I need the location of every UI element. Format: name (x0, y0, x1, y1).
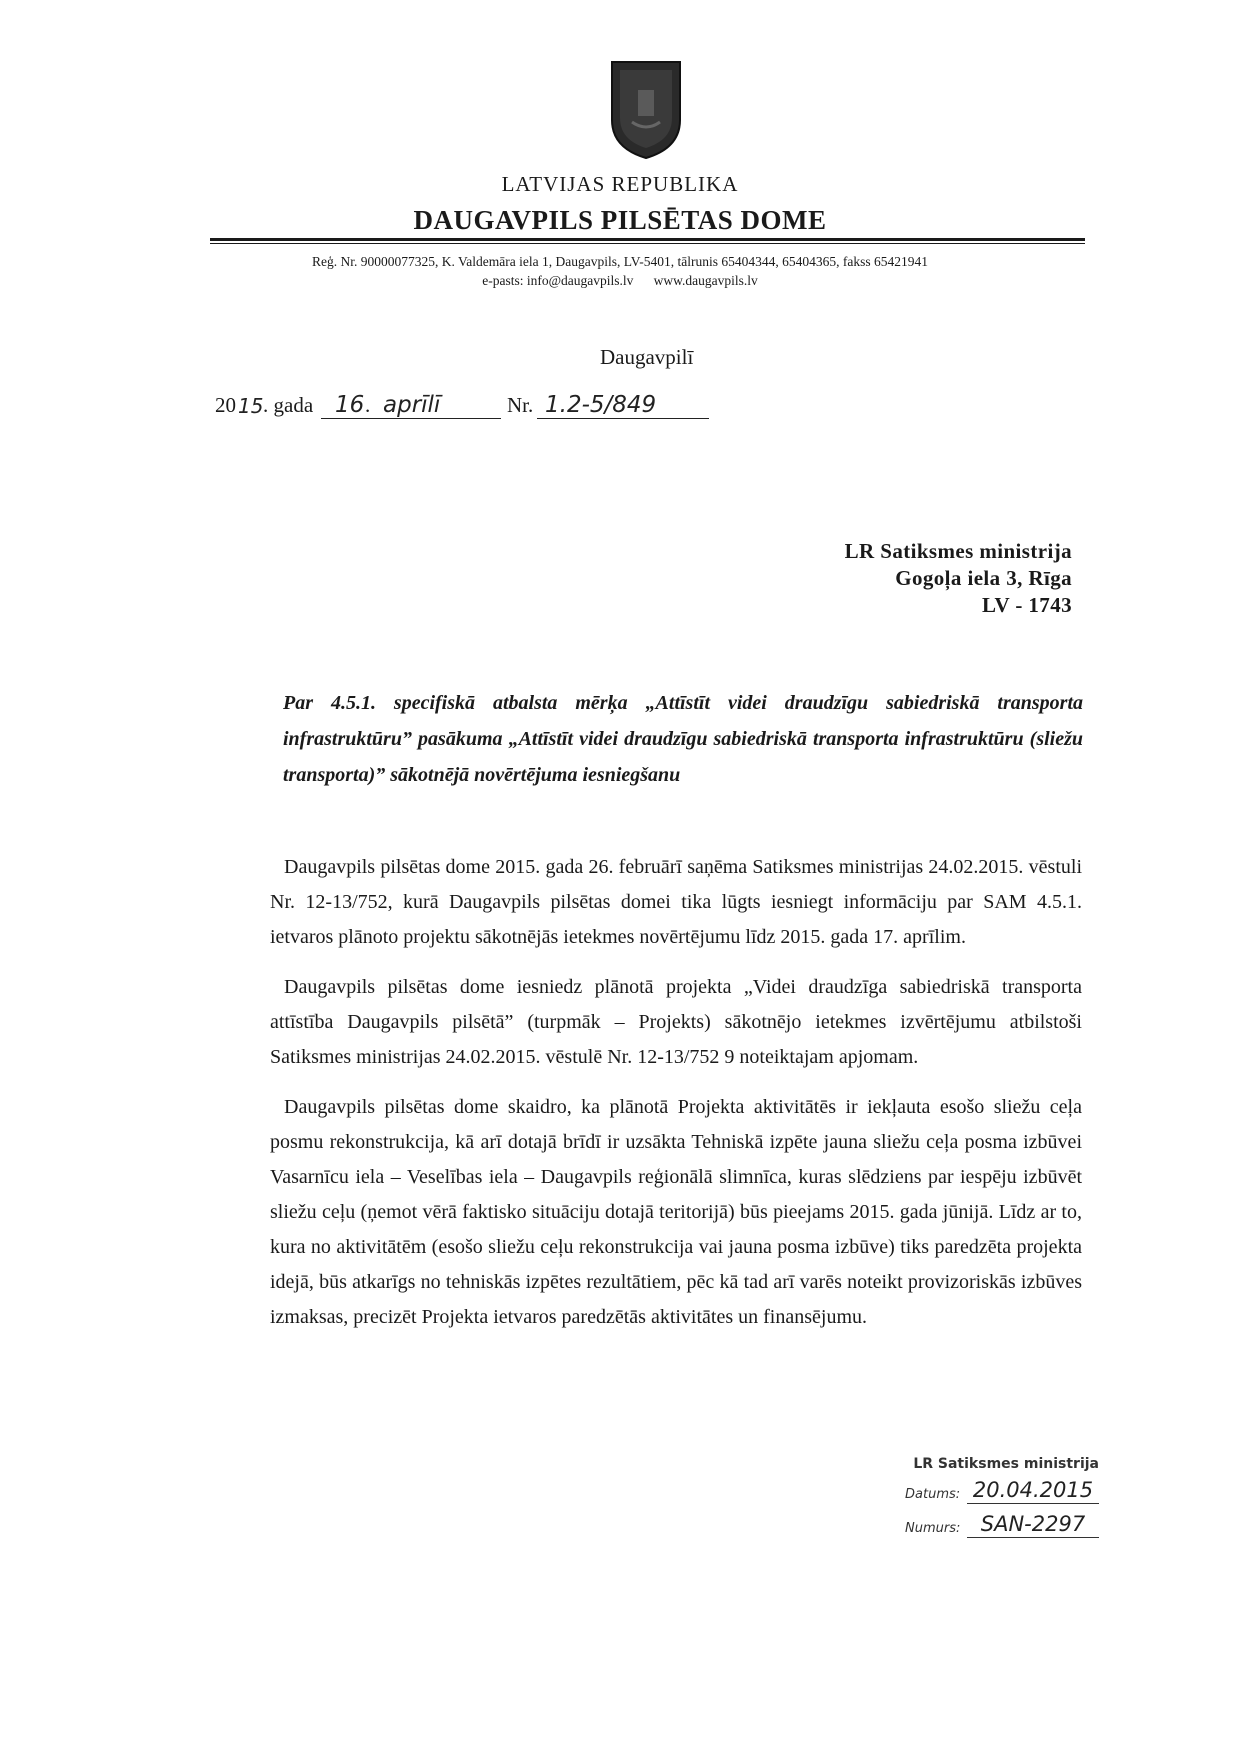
date-number-line (215, 392, 815, 422)
year-handwritten: 15 (238, 394, 264, 418)
addressee-block (845, 538, 1072, 619)
stamp-number-underline (967, 1537, 1099, 1538)
body-paragraph-2: Daugavpils pilsētas dome iesniedz plānotā projekta „Videi draudzīga sabiedriskā transporta attīstība Daugavpils pilsētā” (turpmāk – Projekts) sākotnējo ietekmes izvērtējumu atbilstoši Satiksmes ministrijas 24.02.2015. vēstulē Nr. 12-13/752 9 noteiktajam apjomam. (270, 976, 1082, 1068)
number-handwritten: 1.2-5/849 (545, 392, 657, 418)
day-handwritten: 16 (335, 392, 365, 418)
web-contacts (0, 271, 1240, 290)
stamp-number-row (905, 1510, 1105, 1540)
institution-heading: DAUGAVPILS PILSĒTAS DOME (413, 205, 827, 235)
letterhead-rule (210, 238, 1085, 241)
place-of-issue: Daugavpilī (600, 345, 694, 369)
gada-label: . gada (263, 393, 314, 417)
subject-line: Par 4.5.1. specifiskā atbalsta mērķa „Attīstīt videi draudzīgu sabiedriskā transporta infrastruktūru” pasākuma „Attīstīt videi draudzīgu sabiedriskā transporta infrastruktūru (sliežu transporta)” sākotnējā novērtējuma iesniegšanu (283, 692, 1083, 786)
stamp-title: LR Satiksmes ministrija (913, 1456, 1099, 1472)
month-handwritten: aprīlī (383, 392, 441, 418)
receipt-stamp (905, 1456, 1105, 1540)
republic-heading: LATVIJAS REPUBLIKA (501, 172, 739, 196)
registration-line: Reģ. Nr. 90000077325, K. Valdemāra iela 1, Daugavpils, LV-5401, tālrunis 65404344, 65404365, fakss 65421941 (312, 254, 928, 269)
email-line: e-pasts: info@daugavpils.lv (482, 273, 634, 288)
body-paragraph-3: Daugavpils pilsētas dome skaidro, ka plānotā Projekta aktivitātēs ir iekļauta esošo sliežu ceļa posmu rekonstrukcija, kā arī dotajā brīdī ir uzsākta Tehniskā izpēte jauna sliežu ceļa posma izbūvei Vasarnīcu iela – Veselības iela – Daugavpils reģionālā slimnīca, kuras slēdziens par iespēju izbūvēt sliežu ceļu (ņemot vērā faktisko situāciju dotajā teritorijā) būs pieejams 2015. gada jūnijā. Līdz ar to, kura no aktivitātēm (esošo sliežu ceļu rekonstrukcija vai jauna posma izbūve) tiks paredzēta projekta idejā, būs atkarīgs no tehniskās izpētes rezultātiem, pēc kā tad arī varēs noteikt provizoriskās izbūves izmaksas, precizēt Projekta ietvaros paredzētās aktivitātes un finansējumu. (270, 1096, 1082, 1328)
body-paragraph-1: Daugavpils pilsētas dome 2015. gada 26. februārī saņēma Satiksmes ministrijas 24.02.2015. vēstuli Nr. 12-13/752, kurā Daugavpils pilsētas domei tika lūgts iesniegt informāciju par SAM 4.5.1. ietvaros plānoto projektu sākotnējās ietekmes novērtējumu līdz 2015. gada 17. aprīlim. (270, 856, 1082, 948)
stamp-date-row (905, 1476, 1105, 1506)
stamp-number-label: Numurs: (905, 1521, 961, 1536)
addressee-postcode: LV - 1743 (982, 593, 1072, 617)
stamp-date-value: 20.04.2015 (972, 1478, 1094, 1502)
letterhead-contacts (0, 252, 1240, 290)
day-dot: . (365, 393, 371, 417)
letter-body (270, 850, 1082, 1350)
stamp-date-label: Datums: (905, 1487, 961, 1502)
date-underline (321, 418, 501, 419)
letterhead-rule-thin (210, 243, 1085, 244)
stamp-date-underline (967, 1503, 1099, 1504)
number-underline (537, 418, 709, 419)
stamp-number-value: SAN-2297 (980, 1512, 1086, 1536)
year-prefix: 20 (215, 393, 236, 417)
nr-label: Nr. (507, 393, 534, 417)
addressee-street: Gogoļa iela 3, Rīga (895, 566, 1072, 590)
web-line: www.daugavpils.lv (653, 273, 758, 288)
coat-of-arms-icon (608, 60, 684, 160)
addressee-name: LR Satiksmes ministrija (844, 539, 1072, 563)
